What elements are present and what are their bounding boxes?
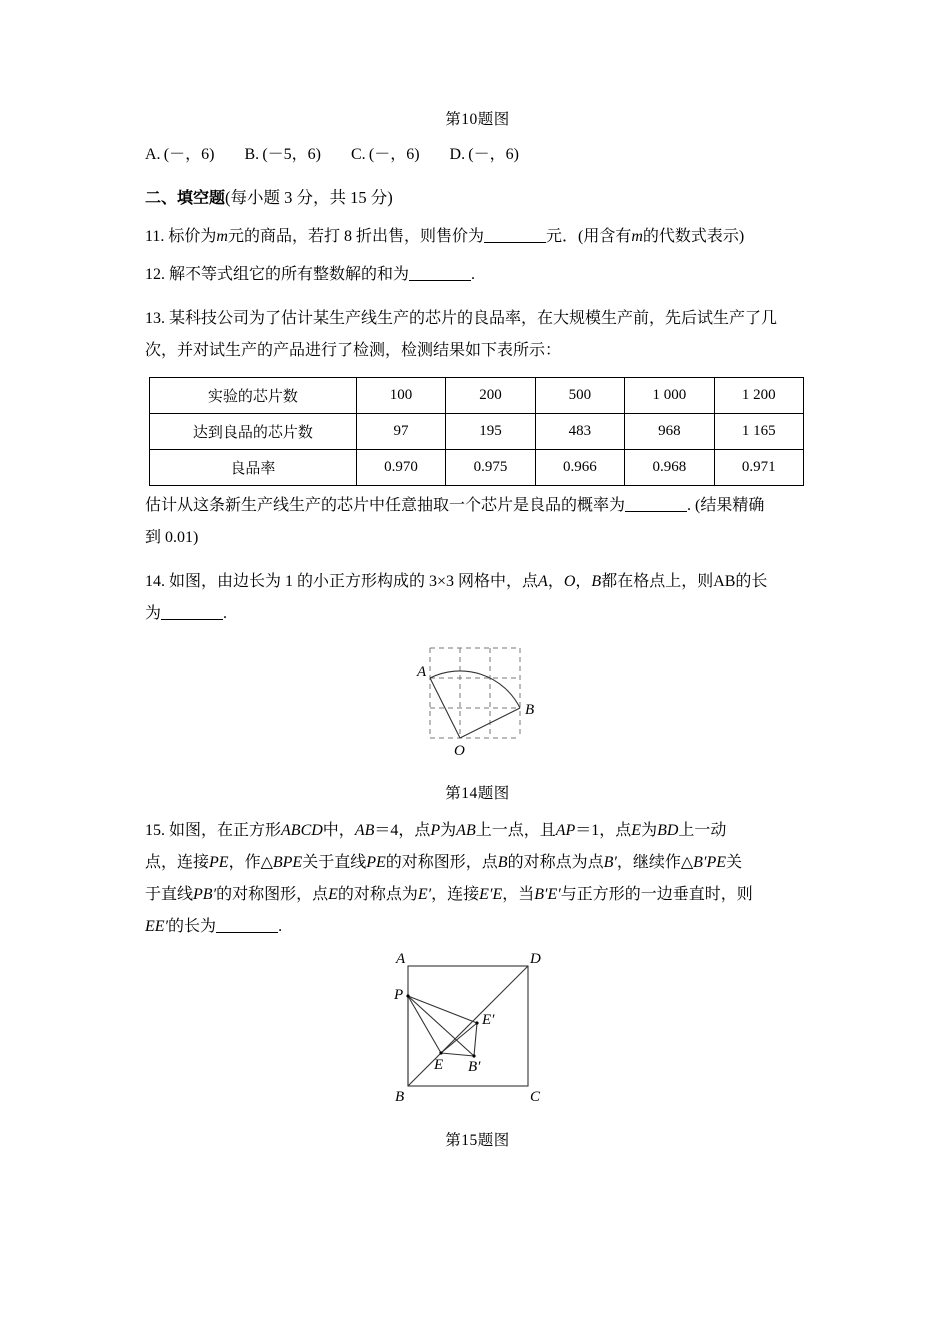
segment-p-bprime [408,996,474,1056]
q11-answer-blank[interactable] [484,226,546,243]
q14-number: 14. [145,572,165,590]
q11-variable-m-1: m [216,227,228,245]
q15-line-pb-prime: PB′ [193,885,217,903]
q12-answer-blank[interactable] [409,264,471,281]
q12-text-part2: . [471,265,476,283]
q14-point-a: A [538,572,548,590]
table-cell: 97 [356,413,445,449]
figure-q15-label-a: A [395,950,405,967]
option-d-letter: D. [449,145,466,163]
q15-seg-ee-prime: E′E [479,885,503,903]
q15-point-e-2: E [328,885,338,903]
q13-followup-text-1: 估计从这条新生产线生产的芯片中任意抽取一个芯片是良品的概率为 [145,496,626,514]
table-row [150,377,804,413]
answer-options-row [145,139,810,171]
q13-text-line2: 次，并对试生产的产品进行了检测，检测结果如下表所示： [145,341,562,359]
q14-text-part1: 如图，由边长为 1 的小正方形构成的 3×3 网格中，点 [169,572,539,590]
q11-number: 11. [145,227,165,245]
option-d-text: (－，6) [468,145,519,163]
q15-t16: 于直线 [145,885,194,903]
question-13-line-2 [145,335,810,367]
q15-t15: 关 [726,853,743,871]
table-cell: 0.971 [714,449,803,485]
table-row-header: 实验的芯片数 [150,377,357,413]
q15-point-e-prime: E′ [417,885,432,903]
q15-t1: 如图，在正方形 [169,821,282,839]
q15-t6: ＝1，点 [575,821,632,839]
table-cell: 483 [535,413,624,449]
question-15-line-3 [145,879,810,911]
option-a-letter: A. [145,145,161,163]
q15-seg-ee: EE′ [145,917,169,935]
table-cell: 0.975 [446,449,535,485]
question-14-line-2 [145,598,810,630]
q13-answer-blank[interactable] [625,495,687,512]
q15-t20: ，当 [502,885,535,903]
q15-square-abcd: ABCD [281,821,323,839]
figure-q15-label-b-prime: B′ [467,1058,480,1075]
q15-t12: 的对称图形，点 [385,853,498,871]
q15-t14: ，继续作△ [616,853,694,871]
option-c-text: (－，6) [368,145,420,163]
figure-q14-container [145,640,810,803]
q15-t7: 为 [641,821,658,839]
q15-point-p: P [430,821,441,839]
q15-t19: ，连接 [431,885,480,903]
segment-e-bprime [441,1053,474,1056]
option-a-text: (－，6) [163,145,215,163]
segment-p-eprime [408,996,477,1023]
grid-lines [430,648,520,738]
table-cell: 0.970 [356,449,445,485]
q14-sep-1: ， [547,572,564,590]
q15-t9: 点，连接 [145,853,210,871]
q15-t8: 上一动 [678,821,727,839]
figure-q14-label-b: B [524,701,534,718]
option-b-text: (－5，6) [262,145,321,163]
q15-seg-bd: BD [657,821,679,839]
table-cell: 200 [446,377,535,413]
figure-q15-label-e: E [433,1056,443,1073]
table-cell: 1 000 [625,377,714,413]
section-heading-fill-in-blanks [145,181,810,215]
question-13-followup-line-1 [145,490,810,522]
table-cell: 968 [625,413,714,449]
q15-answer-blank[interactable] [216,916,278,933]
q15-t23: . [278,917,283,935]
figure-q15-container [145,951,810,1150]
q15-t13: 的对称点为点 [507,853,604,871]
q11-text-part3: 元．(用含有 [546,227,632,245]
q15-point-e: E [631,821,642,839]
figure-q15-label-p: P [393,986,403,1003]
table-cell: 100 [356,377,445,413]
table-row-header: 达到良品的芯片数 [150,413,357,449]
q15-t10: ，作△ [228,853,273,871]
question-11 [145,221,810,253]
question-12 [145,259,810,291]
section-title: 二、填空题 [145,189,226,207]
q15-t21: 与正方形的一边垂直时，则 [560,885,753,903]
q15-t5: 上一点，且 [475,821,556,839]
option-b[interactable] [244,139,321,171]
q15-triangle-bpe-prime: B′PE [693,853,726,871]
q15-seg-ab: AB [354,821,375,839]
q15-seg-pe: PE [209,853,229,871]
q14-text-part4: . [223,604,228,622]
q15-t3: ＝4，点 [374,821,431,839]
question-13-followup-line-2 [145,522,810,554]
q15-seg-ab-2: AB [456,821,476,839]
figure-q15-label-d: D [529,950,541,967]
table-row-header: 良品率 [150,449,357,485]
q15-t17: 的对称图形，点 [216,885,329,903]
option-c-letter: C. [350,145,366,163]
q15-point-b-prime: B′ [603,853,617,871]
q13-followup-text-3: 到 0.01) [145,528,199,546]
q15-t11: 关于直线 [302,853,367,871]
q13-followup-text-2: . (结果精确 [687,496,765,514]
figure-q14-label-o: O [453,742,465,759]
q11-variable-m-2: m [631,227,643,245]
table-row [150,449,804,485]
q14-answer-blank[interactable] [161,603,223,620]
segment-pe [408,996,441,1053]
section-note: (每小题 3 分，共 15 分) [225,187,393,207]
table-cell: 0.968 [625,449,714,485]
table-cell: 1 165 [714,413,803,449]
figure-q14-label-a: A [416,663,426,680]
figure-q14-caption: 第14题图 [445,784,510,802]
table-cell: 0.966 [535,449,624,485]
question-15-line-4 [145,911,810,943]
q13-number: 13. [145,309,165,327]
figure-q15-label-b: B [394,1088,404,1105]
figure-q15-square-reflections [378,951,578,1116]
figure-caption-q10: 第10题图 [445,111,510,128]
question-13-line-1 [145,303,810,335]
q12-number: 12. [145,265,165,283]
question-15-line-1 [145,815,810,847]
q12-text-part1: 解不等式组它的所有整数解的和为 [169,265,410,283]
q15-line-pe: PE [366,853,386,871]
q14-sep-2: ， [575,572,592,590]
table-cell: 500 [535,377,624,413]
q15-t4: 为 [440,821,457,839]
q11-text-part2: 元的商品，若打 8 折出售，则售价为 [227,227,484,245]
q15-number: 15. [145,821,165,839]
q11-text-part4: 的代数式表示) [642,227,745,245]
segment-e-eprime [441,1023,477,1053]
q14-point-b: B [591,572,602,590]
page-content [145,108,810,1150]
segment-bprime-eprime [474,1023,477,1056]
q14-text-part3: 为 [145,604,162,622]
question-15-line-2 [145,847,810,879]
figure-q14-grid-arc [388,640,568,765]
chip-quality-table [149,377,804,486]
q14-text-part2: 都在格点上，则AB的长 [601,572,768,590]
figure-q15-label-c: C [529,1088,540,1105]
option-b-letter: B. [244,145,260,163]
figure-q15-label-e-prime: E′ [481,1011,494,1028]
q13-text-line1: 某科技公司为了估计某生产线生产的芯片的良品率，在大规模生产前，先后试生产了几 [169,309,778,327]
figure-q15-caption: 第15题图 [445,1131,510,1149]
q15-triangle-bpe: BPE [272,853,303,871]
q15-seg-b-prime-e-prime: B′E′ [534,885,561,903]
q15-seg-ap: AP [555,821,576,839]
table-cell: 1 200 [714,377,803,413]
q15-t22: 的长为 [168,917,217,935]
q14-point-o: O [563,572,576,590]
option-d[interactable] [450,139,519,171]
q11-text-part1: 标价为 [168,227,217,245]
option-c[interactable] [351,139,420,171]
q15-t18: 的对称点为 [337,885,418,903]
table-cell: 195 [446,413,535,449]
question-14-line-1 [145,566,810,598]
option-a[interactable] [145,139,214,171]
q15-point-b: B [497,853,508,871]
q15-t2: 中， [322,821,355,839]
table-row [150,413,804,449]
arc-a-to-b [430,671,520,708]
